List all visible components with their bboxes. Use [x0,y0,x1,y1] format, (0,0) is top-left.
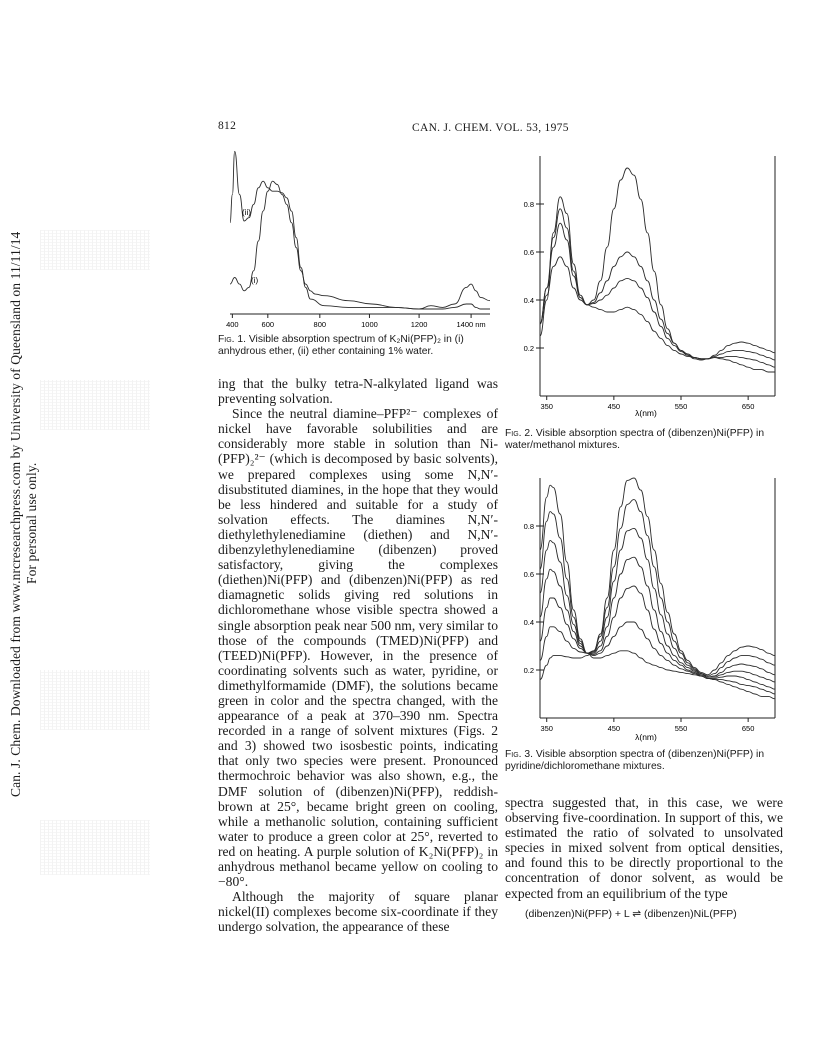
right-paragraph-1: spectra suggested that, in this case, we were observing five-coordination. In support of this, we estimated the ratio of solvated to unsolvated species in mixed solvent from optical densities, and found this to be directly proportional to the concentration of donor solvent, as would be expected from an equilibrium of the type [505,795,783,901]
f3-y-tick-label: 0.4 [523,618,534,627]
scan-noise-2 [40,380,150,430]
f1-x-tick-label: 800 [313,320,327,329]
f2-y-tick-label: 0.6 [523,248,534,257]
fig3-series [540,478,775,699]
fig2-tick-labels [524,200,755,411]
f3-y-tick-label: 0.6 [523,570,534,579]
f1-series-line-2 [230,181,490,309]
f3-x-tick-label: 550 [674,724,688,733]
f2-y-tick-label: 0.2 [523,344,534,353]
left-paragraph-1: ing that the bulky tetra-N-alkylated ligand was preventing solvation. [218,376,498,407]
fig1-caption-text: Visible absorption spectrum of K₂Ni(PFP)₂ in (i) anhydrous ether, (ii) ether containing 1% water. [218,334,464,358]
f1-series-line-1 [230,151,490,309]
download-notice: Can. J. Chem. Downloaded from www.nrcresearchpress.com by University of Queensland on 11/11/14 [8,231,23,797]
f3-y-tick-label: 0.2 [523,666,534,675]
f2-x-tick-label: 450 [607,402,621,411]
fig3-caption-text: Visible absorption spectra of (dibenzen)Ni(PFP) in pyridine/dichloromethane mixtures. [505,749,765,773]
fig2-caption-label: Fig. 2. [505,428,533,439]
personal-use-notice: For personal use only. [24,462,39,584]
f2-y-tick-label: 0.8 [523,200,534,209]
f2-x-tick-label: 650 [741,402,755,411]
left-paragraph-2: Since the neutral diamine–PFP²⁻ complexes of nickel have favorable solubilities and are considerably more stable in solution than Ni-(PFP)₂²⁻ (which is decomposed by basic solvents), we prepared complexes using some N,N′-disubstituted diamines, in the hope that they would be less hindered and suitable for a study of solvation effects. The diamines N,N′-diethylethylenediamine (diethen) and N,N′-dibenzylethylenediamine (dibenzen) proved satisfactory, giving the complexes (diethen)Ni(PFP) and (dibenzen)Ni(PFP) as red diamagnetic solids giving red solutions in dichloromethane whose visible spectra showed a single absorption peak near 500 nm, very similar to those of the compounds (TMED)Ni(PFP) and (TEED)Ni(PFP). However, in the presence of coordinating solvents such as water, pyridine, or dimethylformamide (DMF), the solutions became green in color and the spectra changed, with the appearance of a peak at 370–390 nm. Spectra recorded in a range of solvent mixtures (Figs. 2 and 3) showed two isosbestic points, indicating that only two species were present. Pronounced thermochroic behavior was also shown, e.g., the DMF solution of (dibenzen)Ni(PFP), reddish-brown at 25°, became bright green on cooling, while a methanolic solution, containing sufficient water to produce a green color at 25°, reverted to red on heating. A purple solution of K₂Ni(PFP)₂ in anhydrous methanol became yellow on cooling to −80°. [218,406,498,890]
fig2-caption-text: Visible absorption spectra of (dibenzen)Ni(PFP) in water/methanol mixtures. [505,428,765,452]
f2-x-tick-label: 350 [540,402,553,411]
f3-x-tick-label: 350 [540,724,553,733]
f3-x-tick-label: 650 [741,724,755,733]
fig1-curve-label-i: (i) [251,276,259,285]
left-paragraph-3: Although the majority of square planar nickel(II) complexes become six-coordinate if they undergo solvation, the appearance of these [218,889,498,935]
f1-x-tick-label: 600 [261,320,275,329]
fig1-series [230,151,490,309]
fig3-axes [536,478,775,722]
running-title: CAN. J. CHEM. VOL. 53, 1975 [412,122,569,134]
fig1-curve-label-ii: (ii) [242,208,251,217]
fig3-tick-labels [524,522,755,733]
figure-2-chart [505,148,785,420]
figure-2-caption [505,428,783,452]
figure-3-chart [505,468,785,744]
f1-x-tick-label: 1400 nm [456,320,486,329]
fig2-x-axis-label: λ(nm) [635,408,657,418]
f2-x-tick-label: 550 [674,402,688,411]
fig1-tick-labels [226,320,486,329]
fig2-axes [536,156,775,400]
body-right-column [505,795,783,901]
f2-series-line-1 [540,168,775,372]
fig2-series [540,168,775,372]
f3-series-line-6 [540,500,775,676]
f1-x-tick-label: 1000 [361,320,378,329]
figure-3-caption [505,749,783,773]
fig1-axes [230,314,490,318]
equilibrium-equation: (dibenzen)Ni(PFP) + L ⇌ (dibenzen)NiL(PFP) [525,908,737,920]
body-left-column [218,376,498,934]
scan-noise-1 [40,230,150,270]
sidebar-watermark [0,0,40,1053]
f3-x-tick-label: 450 [607,724,621,733]
fig1-caption-label: Fig. 1. [218,334,246,345]
f1-x-tick-label: 400 [226,320,239,329]
f3-series-line-5 [540,528,775,677]
figure-1-caption [218,334,500,358]
f2-y-tick-label: 0.4 [523,296,534,305]
scan-noise-4 [40,820,150,875]
figure-1-chart [220,142,500,332]
page-number: 812 [218,120,237,132]
scan-noise-3 [40,670,150,730]
f1-x-tick-label: 1200 [410,320,428,329]
fig3-caption-label: Fig. 3. [505,749,533,760]
f3-y-tick-label: 0.8 [523,522,534,531]
f3-series-line-1 [540,485,775,699]
fig3-x-axis-label: λ(nm) [635,732,657,742]
